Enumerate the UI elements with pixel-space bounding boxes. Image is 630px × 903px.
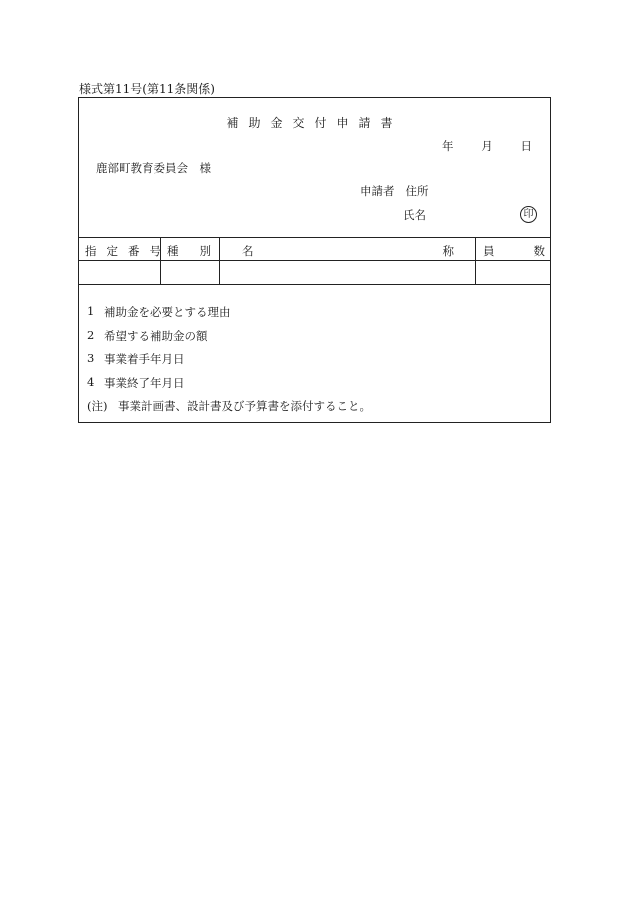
date-line [442,138,532,154]
item-text: 希望する補助金の額 [104,328,208,343]
item-number: 4 [87,374,95,389]
header-type [167,243,232,259]
form-number-label: 様式第11号(第11条関係) [79,82,215,96]
header-designation-number [85,243,171,259]
seal-mark-icon: 印 [520,206,537,223]
note [87,398,371,422]
date-month: 月 [481,139,493,153]
item-number: 1 [87,304,95,318]
header-designation-text: 指定番号 [85,244,171,258]
application-form [78,97,551,423]
form-title: 補助金交付申請書 [226,116,403,130]
item-text: 補助金を必要とする理由 [104,305,231,319]
table-top-border [79,237,550,238]
item-text: 事業終了年月日 [104,375,185,390]
header-name [242,243,454,259]
header-members [483,243,545,259]
column-divider [475,237,476,284]
applicant-label: 申請者 [360,184,395,198]
item-number: 3 [87,351,95,365]
table-bottom-border [79,284,550,285]
item-number: 2 [87,327,95,342]
header-members-left: 員 [483,244,495,258]
list-item [87,351,371,375]
list-item [87,328,371,352]
address-label: 住所 [405,184,429,198]
item-text: 事業着手年月日 [104,352,185,366]
addressee: 鹿部町教育委員会 様 [96,161,211,175]
header-name-left: 名 [242,244,254,258]
applicant-name-row [403,207,426,223]
header-name-right: 称 [442,244,454,258]
header-members-right: 数 [533,244,545,258]
list-item [87,304,371,328]
list-item [87,375,371,399]
note-text: 事業計画書、設計書及び予算書を添付すること。 [118,399,371,413]
date-day: 日 [520,139,532,153]
note-label: (注) [87,399,108,413]
item-list [87,304,371,422]
name-label: 氏名 [403,208,426,222]
date-year: 年 [442,139,454,153]
applicant-address-row [360,183,429,199]
header-type-text: 種別 [167,244,232,258]
table-header-divider [79,260,550,261]
